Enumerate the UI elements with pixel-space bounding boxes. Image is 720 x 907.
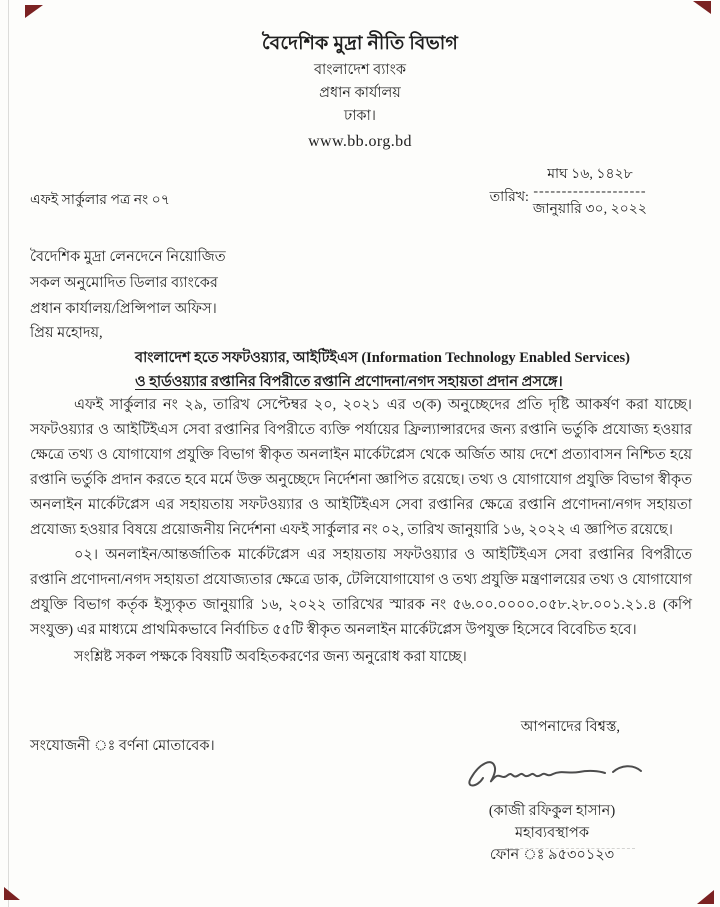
- gregorian-date: জানুয়ারি ৩০, ২০২২: [532, 202, 647, 217]
- enclosure-note: সংযোজনী ঃ বর্ণনা মোতাবেক।: [30, 738, 215, 754]
- corner-mark-bottom-right-icon: [697, 890, 714, 904]
- corner-mark-top-right-icon: [693, 1, 711, 14]
- bank-name: বাংলাদেশ ব্যাংক: [313, 61, 407, 78]
- website-url: www.bb.org.bd: [308, 132, 412, 150]
- signature-scribble-icon: [457, 748, 647, 796]
- addressee-line: সকল অনুমোদিত ডিলার ব্যাংকের: [30, 275, 218, 291]
- city-label: ঢাকা।: [344, 107, 376, 124]
- corner-mark-top-left-icon: [25, 5, 43, 18]
- date-label: তারিখ:: [489, 190, 529, 205]
- corner-mark-bottom-left-icon: [4, 887, 20, 900]
- signer-phone: ফোন ঃ ৯৫৩০১২৩: [489, 847, 615, 863]
- subject-block: [135, 346, 675, 394]
- circular-number: এফই সার্কুলার পত্র নং ০৭: [30, 193, 170, 208]
- addressee-line: প্রধান কার্যালয়/প্রিন্সিপাল অফিস।: [30, 301, 217, 317]
- signoff-text: আপনাদের বিশ্বস্ত,: [520, 719, 620, 735]
- letterhead: [0, 30, 720, 153]
- bengali-calendar-date: মাঘ ১৬, ১৪২৮: [547, 167, 633, 182]
- addressee-line: বৈদেশিক মুদ্রা লেনদেনে নিয়োজিত: [30, 249, 226, 265]
- subject-line-2: ও হার্ডওয়্যার রপ্তানির বিপরীতে রপ্তানি প্রণোদনা/নগদ সহায়তা প্রদান প্রসঙ্গে।: [135, 374, 563, 390]
- body-paragraph-1: এফই সার্কুলার নং ২৯, তারিখ সেপ্টেম্বর ২০, ২০২১ এর ৩(ক) অনুচ্ছেদের প্রতি দৃষ্টি আকর্ষণ করা যাচ্ছে। সফটওয়্যার ও আইটিইএস সেবা রপ্তানির বিপরীতে ব্যক্তি পর্যায়ের ফ্রিল্যান্সারদের জন্য রপ্তানি ভর্তুকি প্রযোজ্য হওয়ার ক্ষেত্রে তথ্য ও যোগাযোগ প্রযুক্তি বিভাগ স্বীকৃত অনলাইন মার্কেটপ্লেস থেকে অর্জিত আয় দেশে প্রত্যাবাসন নিশ্চিত হয়ে রপ্তানি ভর্তুকি প্রদান করতে হবে মর্মে উক্ত অনুচ্ছেদে নির্দেশনা জ্ঞাপিত রয়েছে। তথ্য ও যোগাযোগ প্রযুক্তি বিভাগ স্বীকৃত অনলাইন মার্কেটপ্লেস এর সহায়তায় সফটওয়্যার ও আইটিইএস সেবা রপ্তানির ক্ষেত্রে রপ্তানি প্রণোদনা/নগদ সহায়তা প্রযোজ্য হওয়ার বিষয়ে প্রয়োজনীয় নির্দেশনা এফই সার্কুলার নং ০২, তারিখ জানুয়ারি ১৬, ২০২২ এ জ্ঞাপিত রয়েছে।: [30, 397, 692, 538]
- body-paragraph-2: ০২। অনলাইন/আন্তর্জাতিক মার্কেটপ্লেস এর সহায়তায় সফটওয়্যার ও আইটিইএস সেবা রপ্তানির বিপরীতে রপ্তানি প্রণোদনা/নগদ সহায়তা প্রযোজ্যতার ক্ষেত্রে ডাক, টেলিযোগাযোগ ও তথ্য প্রযুক্তি মন্ত্রণালয়ের তথ্য ও যোগাযোগ প্রযুক্তি বিভাগ কর্তৃক ইস্যুকৃত জানুয়ারি ১৬, ২০২২ তারিখের স্মারক নং ৫৬.০০.০০০০.০৫৮.২৮.০০১.২১.৪ (কপি সংযুক্ত) এর মাধ্যমে প্রাথমিকভাবে নির্বাচিত ৫৫টি স্বীকৃত অনলাইন মার্কেটপ্লেস উপযুক্ত হিসেবে বিবেচিত হবে।: [30, 547, 692, 638]
- department-title: বৈদেশিক মুদ্রা নীতি বিভাগ: [261, 33, 459, 54]
- closing-paragraph: সংশ্লিষ্ট সকল পক্ষকে বিষয়টি অবহিতকরণের জন্য অনুরোধ করা যাচ্ছে।: [74, 649, 467, 665]
- date-divider-dashes: --------------------: [533, 184, 647, 199]
- signer-designation: মহাব্যবস্থাপক: [514, 825, 589, 841]
- date-block: [490, 164, 647, 220]
- signer-name: (কাজী রফিকুল হাসান): [488, 803, 616, 819]
- subject-line-1: বাংলাদেশ হতে সফটওয়্যার, আইটিইএস (Information Technology Enabled Services): [135, 350, 630, 366]
- head-office-label: প্রধান কার্যালয়: [319, 84, 401, 101]
- addressee-block: [30, 244, 226, 322]
- salutation: প্রিয় মহোদয়,: [30, 325, 103, 341]
- scan-artifact-dotted-line: [505, 848, 635, 849]
